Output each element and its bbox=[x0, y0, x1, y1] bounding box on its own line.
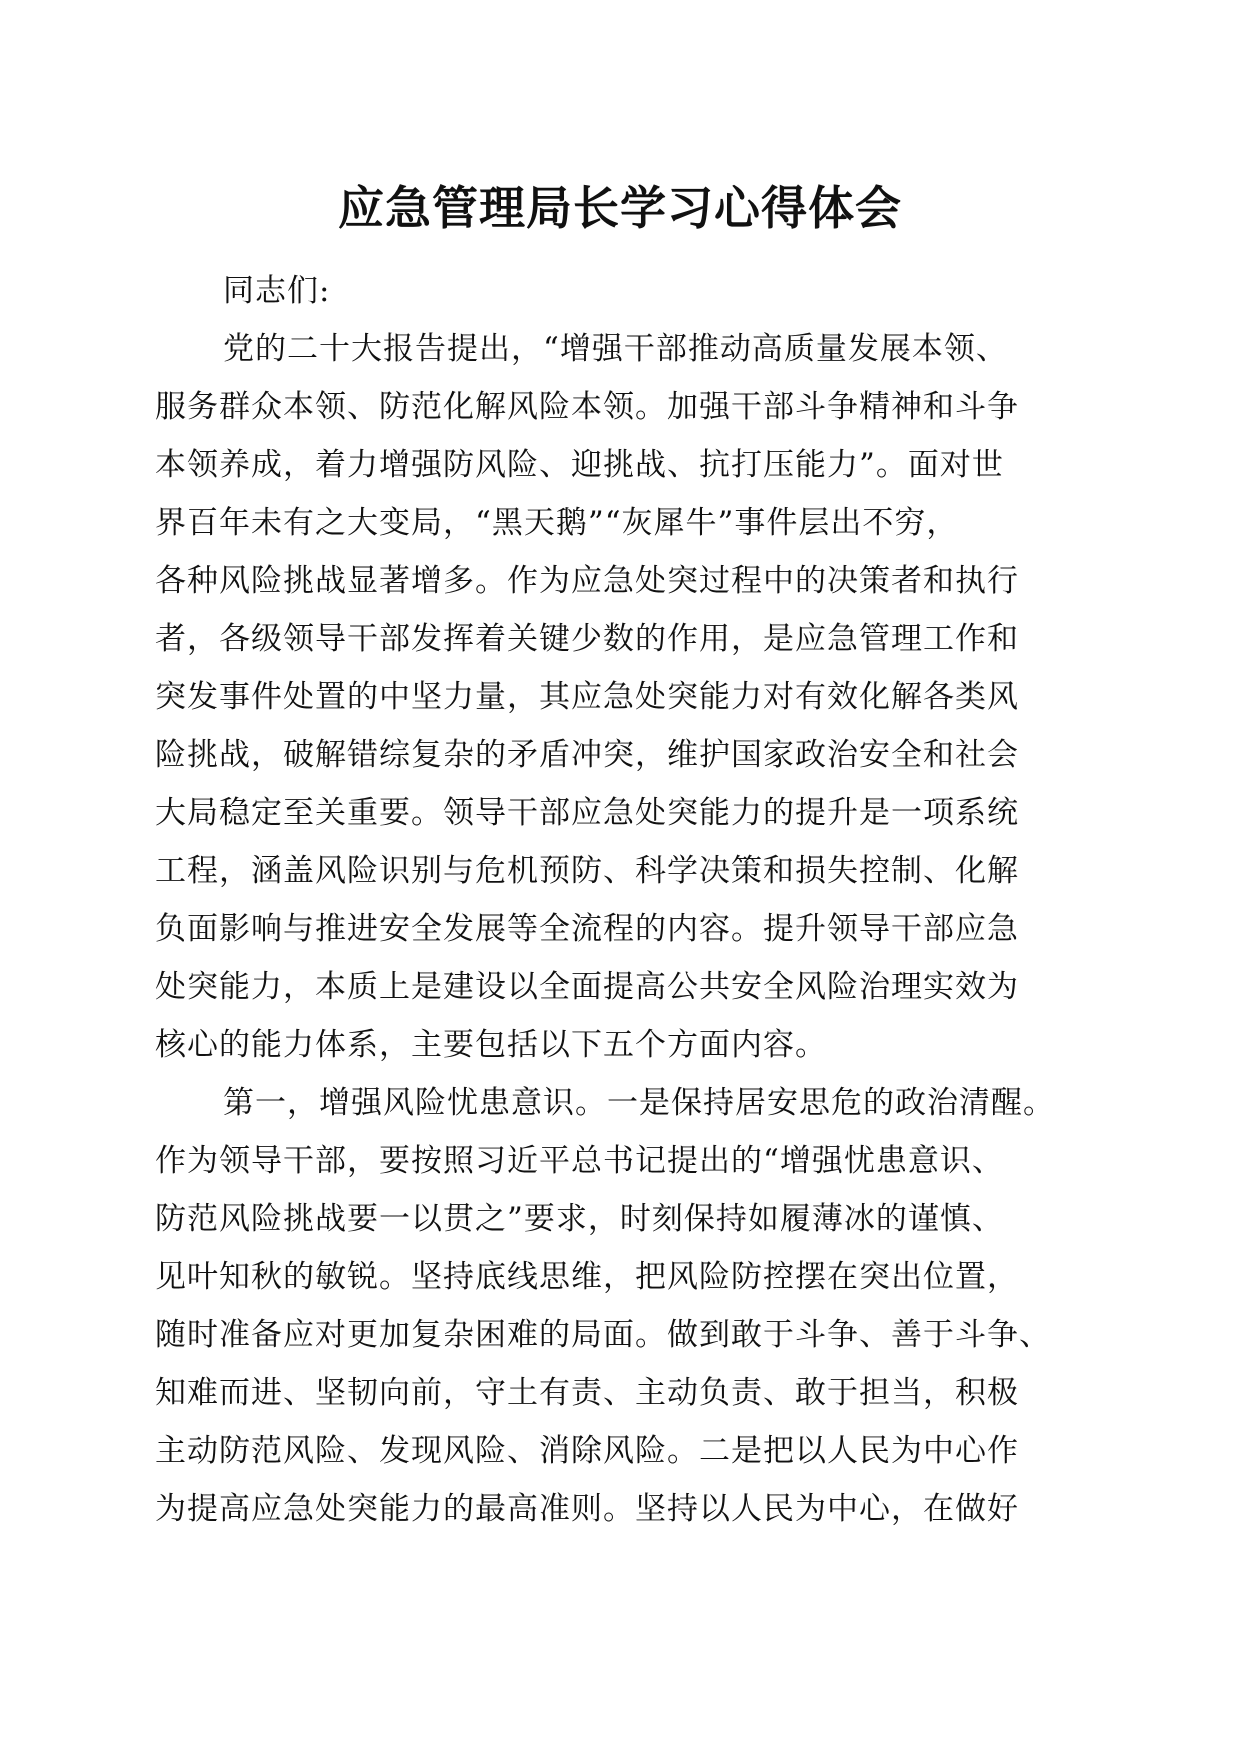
document-title: 应急管理局长学习心得体会 bbox=[338, 181, 902, 235]
paragraph-line: 各种风险挑战显著增多。作为应急处突过程中的决策者和执行 bbox=[155, 563, 1019, 599]
paragraph-line: 见叶知秋的敏锐。坚持底线思维，把风险防控摆在突出位置， bbox=[155, 1259, 1019, 1295]
paragraph-line: 核心的能力体系，主要包括以下五个方面内容。 bbox=[155, 1027, 827, 1063]
paragraph-line: 处突能力，本质上是建设以全面提高公共安全风险治理实效为 bbox=[155, 969, 1019, 1005]
paragraph-line: 服务群众本领、防范化解风险本领。加强干部斗争精神和斗争 bbox=[155, 389, 1019, 425]
paragraph-line: 随时准备应对更加复杂困难的局面。做到敢于斗争、善于斗争、 bbox=[155, 1317, 1051, 1353]
paragraph-line: 主动防范风险、发现风险、消除风险。二是把以人民为中心作 bbox=[155, 1433, 1019, 1469]
paragraph-line: 为提高应急处突能力的最高准则。坚持以人民为中心，在做好 bbox=[155, 1491, 1019, 1527]
paragraph-line: 界百年未有之大变局，“黑天鹅”“灰犀牛”事件层出不穷， bbox=[155, 505, 959, 541]
paragraph-line: 作为领导干部，要按照习近平总书记提出的“增强忧患意识、 bbox=[155, 1143, 1004, 1179]
paragraph-line: 突发事件处置的中坚力量，其应急处突能力对有效化解各类风 bbox=[155, 679, 1019, 715]
paragraph-line: 第一，增强风险忧患意识。一是保持居安思危的政治清醒。 bbox=[223, 1085, 1055, 1121]
salutation-line: 同志们: bbox=[223, 273, 331, 309]
paragraph-line: 负面影响与推进安全发展等全流程的内容。提升领导干部应急 bbox=[155, 911, 1019, 947]
paragraph-line: 防范风险挑战要一以贯之”要求，时刻保持如履薄冰的谨慎、 bbox=[155, 1201, 1004, 1237]
paragraph-line: 工程，涵盖风险识别与危机预防、科学决策和损失控制、化解 bbox=[155, 853, 1019, 889]
paragraph-line: 本领养成，着力增强防风险、迎挑战、抗打压能力”。面对世 bbox=[155, 447, 1004, 483]
document-body bbox=[155, 262, 1085, 1538]
paragraph-line: 大局稳定至关重要。领导干部应急处突能力的提升是一项系统 bbox=[155, 795, 1019, 831]
paragraph-line: 险挑战，破解错综复杂的矛盾冲突，维护国家政治安全和社会 bbox=[155, 737, 1019, 773]
paragraph-line: 者，各级领导干部发挥着关键少数的作用，是应急管理工作和 bbox=[155, 621, 1019, 657]
paragraph-line: 知难而进、坚韧向前，守土有责、主动负责、敢于担当，积极 bbox=[155, 1375, 1019, 1411]
paragraph-line: 党的二十大报告提出，“增强干部推动高质量发展本领、 bbox=[223, 331, 1008, 367]
